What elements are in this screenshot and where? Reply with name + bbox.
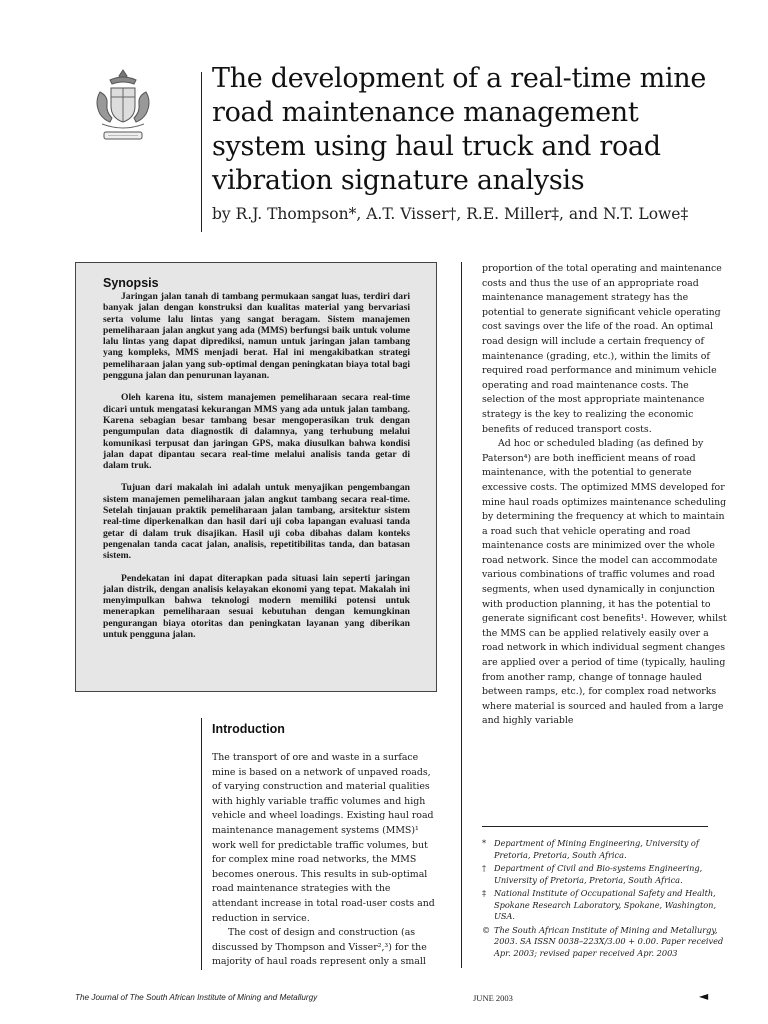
footnote	[482, 838, 732, 861]
introduction-section	[212, 722, 437, 970]
introduction-paragraph: The transport of ore and waste in a surface mine is based on a network of unpaved roads, of varying construction and material qualities with highly variable traffic volumes and high vehicle and wheel loadings. Existing haul road maintenance management systems (MMS)¹ work well for predictable traffic volumes, but for complex mine road networks, the MMS becomes onerous. This results in sub-optimal road maintenance strategies with the attendant increase in total road-user costs and reduction in service.	[212, 752, 435, 924]
introduction-heading: Introduction	[212, 722, 285, 736]
journal-name: The Journal of The South African Institute of Mining and Metallurgy	[75, 993, 318, 1002]
footnote-mark: *	[482, 838, 487, 848]
footnote	[482, 925, 732, 960]
author-byline: by R.J. Thompson*, A.T. Visser†, R.E. Miller‡, and N.T. Lowe‡	[212, 205, 689, 223]
synopsis-paragraph: Pendekatan ini dapat diterapkan pada situasi lain seperti jaringan jalan distrik, dengan analisis kelayakan ekonomi yang tepat. Makalah ini menyimpulkan bahwa teknologi modern memiliki potensi untuk menerapkan pemeliharaan sesuai kebutuhan dengan kemungkinan pengurangan biaya otoritas dan peningkatan layanan yang diberikan untuk pengguna jalan.	[103, 572, 410, 641]
synopsis-box	[75, 262, 437, 692]
footnote-mark: ©	[482, 924, 491, 935]
column-rule	[461, 262, 462, 968]
footnotes	[482, 838, 732, 961]
body-paragraph: proportion of the total operating and maintenance costs and thus the use of an appropriate road maintenance management strategy has the potential to generate significant vehicle operating cost savings over the life of the road. An optimal road design will include a certain frequency of maintenance (grading, etc.), within the limits of required road performance and minimum vehicle operating and road maintenance costs. The selection of the most appropriate maintenance strategy is the key to realizing the economic benefits of reduced transport costs.	[482, 263, 722, 435]
footnote-mark: ‡	[482, 888, 487, 898]
university-crest-logo	[92, 66, 154, 148]
page-arrow-icon[interactable]: ◄	[699, 989, 709, 1003]
introduction-paragraph: The cost of design and construction (as discussed by Thompson and Visser²,³) for the majority of haul roads represent only a small	[212, 927, 427, 968]
introduction-rule	[201, 718, 202, 970]
article-title: The development of a real-time mine road maintenance management system using haul truck and road vibration signature analysis	[212, 63, 707, 196]
footnote	[482, 863, 732, 886]
synopsis-paragraph: Oleh karena itu, sistem manajemen pemeliharaan secara real-time dicari untuk mengatasi kekurangan MMS yang ada untuk jalan tambang. Karena sebagian besar tambang besar mengoperasikan truk dengan pengumpulan data diagnostik di dalamnya, yang terhubung melalui komunikasi terpusat dan jaringan GPS, maka diusulkan bahwa kondisi jalan dapat dipantau secara real-time melalui analisis tanda getar di dalam truk.	[103, 392, 410, 472]
body-paragraph: Ad hoc or scheduled blading (as defined by Paterson⁴) are both inefficient means of road maintenance, with the potential to generate excessive costs. The optimized MMS developed for mine haul roads optimizes maintenance scheduling by determining the frequency at which to maintain a road such that vehicle operating and road maintenance costs are minimized over the whole road network. Since the model can accommodate various combinations of traffic volumes and road segments, when used dynamically in conjunction with production planning, it has the potential to generate significant cost benefits¹. However, whilst the MMS can be applied relatively easily over a road network in which individual segment changes are applied over a period of time (typically, hauling from another ramp, change of tonnage hauled between ramps, etc.), for complex road networks where material is sourced and hauled from a large and highly variable	[482, 438, 727, 727]
footnote-mark: †	[482, 863, 487, 873]
footnote-text: Department of Mining Engineering, University of Pretoria, Pretoria, South Africa.	[494, 838, 699, 860]
footnote-text: Department of Civil and Bio-systems Engineering, University of Pretoria, Pretoria, South Africa.	[494, 863, 703, 885]
issue-date: JUNE 2003	[473, 993, 513, 1003]
footnote-rule	[482, 826, 708, 827]
synopsis-paragraph: Jaringan jalan tanah di tambang permukaan sangat luas, terdiri dari banyak jalan dengan konstruksi dan kualitas material yang bervariasi serta volume lalu lintas yang sangat beragam. Sistem manajemen pemeliharaan jalan angkut yang ada (MMS) berfungsi baik untuk volume lalu lintas yang dapat diprediksi, namun untuk jaringan jalan tambang yang kompleks, MMS menjadi berat. Hal ini mengakibatkan strategi pemeliharaan jalan yang sub-optimal dengan peningkatan biaya total bagi pengguna jalan dan penurunan layanan.	[103, 291, 410, 382]
right-column	[482, 262, 732, 729]
synopsis-heading: Synopsis	[103, 276, 159, 290]
title-rule	[201, 72, 202, 232]
synopsis-paragraph: Tujuan dari makalah ini adalah untuk menyajikan pengembangan sistem manajemen pemeliharaan jalan angkut tambang secara real-time. Setelah tinjauan praktik pemeliharaan jalan tambang, arsitektur sistem real-time diperkenalkan dan hasil dari uji coba lapangan evaluasi tanda getar di dalam truk disajikan. Hasil uji coba dibahas dalam konteks pengenalan tanda cacat jalan, analisis, repetitibilitas tanda, dan batasan sistem.	[103, 482, 410, 562]
footnote-text: National Institute of Occupational Safety and Health, Spokane Research Laboratory, Spokane, Washington, USA.	[494, 888, 717, 921]
footnote	[482, 888, 732, 923]
footnote-text: The South African Institute of Mining and Metallurgy, 2003. SA ISSN 0038–223X/3.00 + 0.00. Paper received Apr. 2003; revised paper received Apr. 2003	[494, 924, 724, 958]
